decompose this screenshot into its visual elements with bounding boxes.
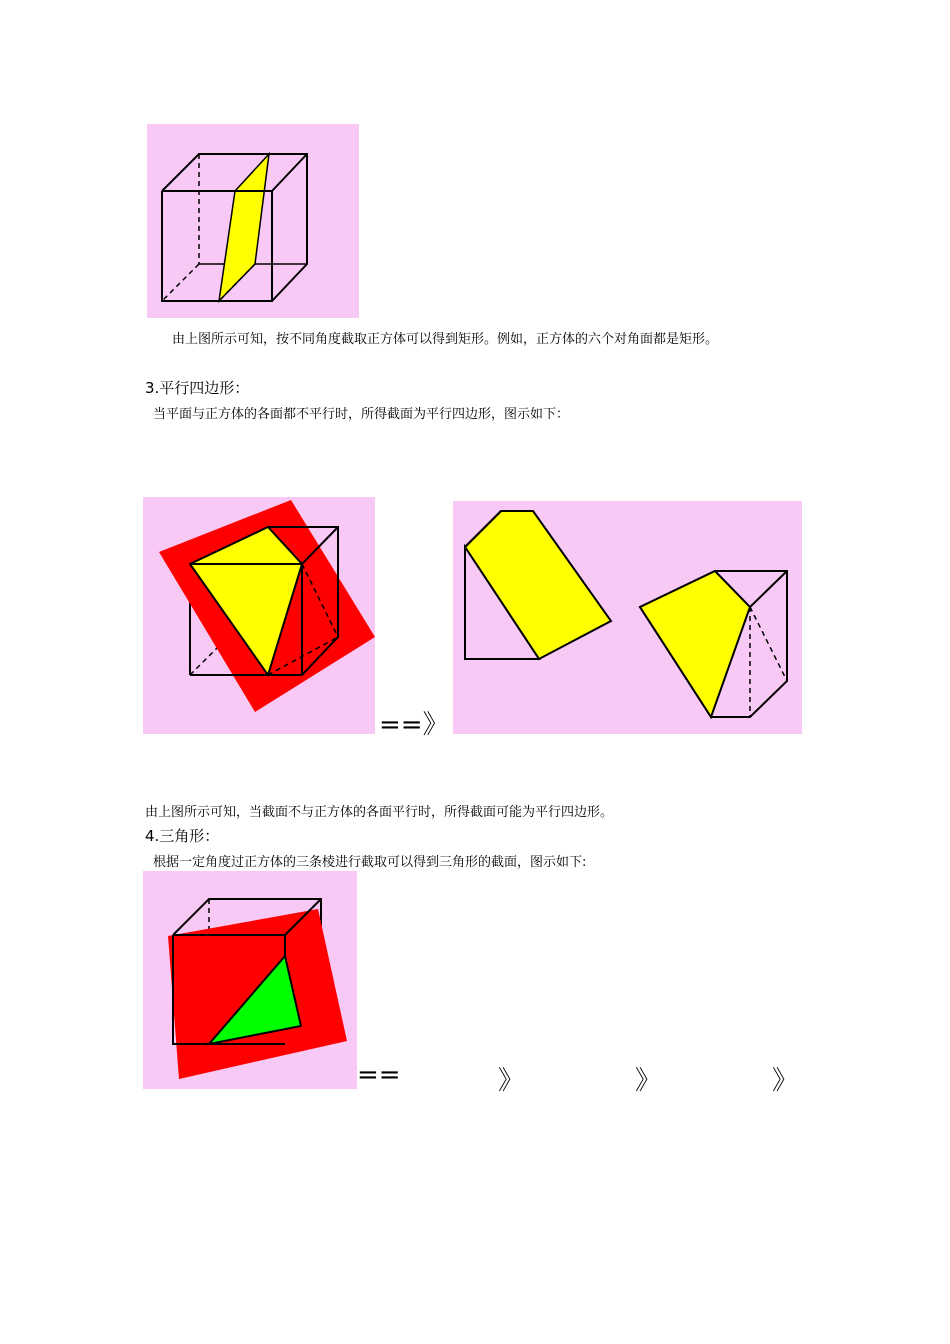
parallelogram-intro-text: 当平面与正方体的各面都不平行时，所得截面为平行四边形，图示如下：	[153, 407, 570, 422]
cube-triangle-section-figure	[143, 871, 357, 1089]
triangle-heading: 4.三角形：	[145, 827, 220, 845]
cube-rectangle-section-figure	[147, 124, 359, 318]
triangle-arrow-2: 》	[635, 1066, 662, 1096]
rectangle-conclusion-text: 由上图所示可知，按不同角度截取正方体可以得到矩形。例如，正方体的六个对角面都是矩形。	[172, 332, 719, 347]
parallelogram-conclusion-text: 由上图所示可知，当截面不与正方体的各面平行时，所得截面可能为平行四边形。	[145, 805, 614, 820]
triangle-arrow-1: 》	[498, 1066, 525, 1096]
triangle-arrow-equals: ==	[357, 1060, 401, 1090]
parallelogram-arrow: ==》	[379, 710, 449, 740]
cube-parallelogram-plane-figure	[143, 497, 375, 734]
parallelogram-heading: 3.平行四边形：	[145, 379, 250, 397]
cube-pieces-parallelogram-figure	[453, 501, 802, 734]
triangle-intro-text: 根据一定角度过正方体的三条棱进行截取可以得到三角形的截面，图示如下:	[153, 855, 587, 870]
triangle-arrow-3: 》	[772, 1066, 799, 1096]
